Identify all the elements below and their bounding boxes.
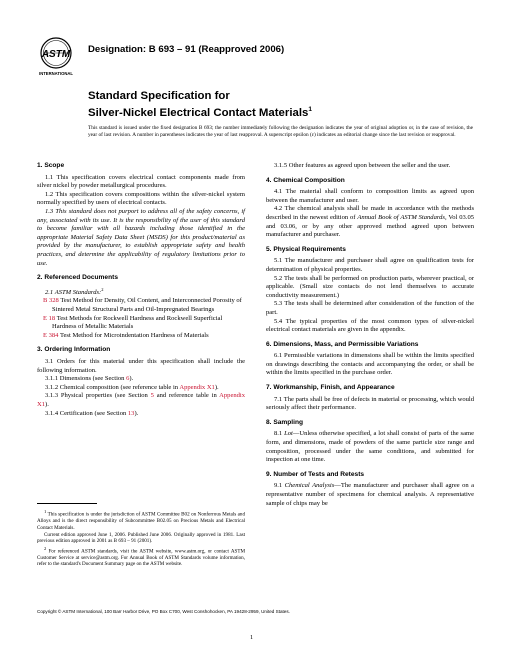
paragraph-4-1: 4.1 The material shall conform to composition limits as agreed upon between the manufacturer and user. [266,188,474,204]
footnote-text: This specification is under the jurisdiction of ASTM Committee B02 on Nonferrous Metals and Alloys and is the direct responsibility of Subcommittee B02.05 on Precious Metals and Electrical Contact Materials. [37,511,245,531]
left-column [37,162,245,418]
text: 4.2 The chemical analysis shall be made in accordance with the methods described in the newest edition of [266,205,474,221]
footnotes [37,509,245,569]
reference-link-e384[interactable]: E 384 [43,331,59,339]
page-title [88,90,312,120]
svg-text:INTERNATIONAL: INTERNATIONAL [39,71,73,76]
reference-title: Test Method for Density, Oil Content, and Interconnected Porosity of Sintered Metal Structural Parts and Oil-Impregnated Bearings [52,297,242,314]
footnote-number: 1 [44,509,47,514]
page-number: 1 [250,634,254,641]
reference-item [43,297,245,314]
reference-link-e18[interactable]: E 18 [43,314,56,322]
text: ). [134,409,139,417]
paragraph-9-1 [266,482,474,508]
section-heading-sampling: 8. Sampling [266,418,304,426]
paragraph-5-4: 5.4 The typical properties of the most common types of silver-nickel electrical contact materials are given in the appendix. [266,317,474,334]
text: 3.1.3 Physical properties (see Section [45,392,151,400]
footnote-1-edition: Current edition approved June 1, 2006. Published June 2006. Originally approved in 1981. Last previous edition approved in 2001 as B 693 – 91 (2001). [37,531,245,545]
paragraph-3-1-3 [37,392,245,409]
reference-link-b328[interactable]: B 328 [43,297,59,305]
section-heading-chemical-composition: 4. Chemical Composition [266,176,345,184]
astm-standards-label: 2.1 ASTM Standards: [45,288,102,296]
reference-list [43,297,245,340]
footnote-number: 2 [44,545,47,551]
title-text: Silver-Nickel Electrical Contact Materials [88,106,309,119]
paragraph-5-1: 5.1 The manufacturer and purchaser shall agree on qualification tests for determination of physical properties. [266,257,474,273]
reference-title: Test Methods for Rockwell Hardness and Rockwell Superficial Hardness of Metallic Materials [52,314,223,331]
section-heading-ordering-information: 3. Ordering Information [37,346,111,354]
reference-item [43,332,245,341]
astm-logo [36,36,76,78]
text: —The manufacturer and purchaser shall agree on a representative number of specimens for chemical analysis. A representative sample of chips may be [266,482,475,507]
title-line-1: Standard Specification for [88,90,230,102]
reference-title: Test Method for Microindentation Hardness of Materials [58,331,209,339]
reference-item [43,315,245,332]
text: and reference table in [153,392,220,400]
paragraph-2-1 [37,286,245,298]
section-heading-referenced-documents: 2. Referenced Documents [37,274,118,282]
section-heading-physical-requirements: 5. Physical Requirements [266,245,346,253]
paragraph-3-1-2 [37,384,245,393]
paragraph-7-1: 7.1 The parts shall be free of defects in material or processing, which would seriously affect their performance. [266,395,474,412]
svg-text:ASTM: ASTM [41,49,71,60]
text: 8.1 [274,430,285,438]
section-link-6[interactable]: 6 [126,375,130,383]
appendix-link-x1[interactable]: Appendix X1 [37,392,245,409]
text: 3.1.2 Chemical composition (see reference table in [45,383,180,391]
text: —Unless otherwise specified, a lot shall consist of parts of the same form, and dimensions, made of powders of the same particle size range and composition, processed under the same conditions, and submitted for inspection at one time. [266,430,474,464]
book-title: Annual Book of ASTM Standards [357,213,445,221]
term: Chemical Analysis [284,482,335,490]
paragraph-8-1 [266,430,474,464]
footnote-1 [37,509,245,531]
title-footnote-ref: 1 [308,106,312,113]
section-link-5[interactable]: 5 [150,392,154,400]
title-line-2 [88,103,312,120]
text: 3.1.1 Dimensions (see Section [45,375,127,383]
section-heading-number-of-tests: 9. Number of Tests and Retests [266,470,365,478]
paragraph-3-1-1 [37,375,245,384]
paragraph-1-1: 1.1 This specification covers electrical contact components made from silver nickel by powder metallurgical procedures. [37,173,245,190]
text: ). [129,375,134,383]
text: , Vol 03.05 and 03.06, or by any other approved method agreed upon between manufacturer and purchaser. [266,213,475,239]
designation: Designation: B 693 – 91 (Reapproved 2006) [88,44,285,55]
paragraph-1-3 [37,208,245,268]
paragraph-3-1: 3.1 Orders for this material under this specification shall include the following information. [37,358,245,374]
footnote-text: For referenced ASTM standards, visit the ASTM website, www.astm.org, or contact ASTM Customer Service at service@astm.org. For Annual Book of ASTM Standards volume information, refer to the standard's Document Summary page on the ASTM website. [37,548,245,568]
section-heading-scope: 1. Scope [37,162,65,169]
footnote-divider [37,503,97,504]
term: Lot [284,430,293,438]
copyright-line: Copyright © ASTM International, 100 Barr Harbor Drive, PO Box C700, West Conshohocken, PA 19428-2959, United States. [37,609,290,614]
paragraph-6-1: 6.1 Permissible variations in dimensions shall be within the limits specified on drawings describing the contacts and accompanying the order, or shall be within the limits specified in the purchase order. [266,352,474,377]
paragraph-4-2 [266,205,474,239]
paragraph-3-1-5: 3.1.5 Other features as agreed upon between the seller and the user. [274,162,451,169]
paragraph-5-2: 5.2 The tests shall be performed on production parts, wherever practical, or applicable. (Small size contacts do not lend themselves to accurate conductivity measurement.) [266,274,474,299]
appendix-link-x1[interactable]: Appendix X1 [179,383,215,391]
issuance-notice: This standard is issued under the fixed designation B 693; the number immediately following the designation indicates the year of original adoption or, in the case of revision, the year of last revision. A number in parentheses indicates the year of last reapproval. A superscript epsilon (ε) indicates an editorial change since the last revision or reapproval. [88,125,473,138]
text: 3.1.4 Certification (see Section [45,409,128,417]
text: ). [214,383,219,391]
paragraph-5-3: 5.3 The tests shall be determined after consideration of the function of the part. [266,300,474,316]
footnote-2 [37,546,245,568]
section-heading-workmanship: 7. Workmanship, Finish, and Appearance [266,384,395,392]
paragraph-3-1-4 [37,410,245,419]
paragraph-1-2: 1.2 This specification covers compositions within the silver-nickel system normally specified by users of electrical contacts. [37,190,245,207]
right-column [266,162,474,508]
footnote-ref-2: 2 [101,286,104,292]
safety-statement: 1.3 This standard does not purport to address all of the safety concerns, if any, associated with its use. It is the responsibility of the user of this standard to become familiar with all hazards including those identified in the appropriate Material Safety Data Sheet (MSDS) for this product/material as provided by the manufacturer, to establish appropriate safety and health practices, and determine the applicability of regulatory limitations prior to use. [37,207,245,267]
section-link-13[interactable]: 13 [127,409,135,417]
text: ). [45,401,49,409]
section-heading-dimensions: 6. Dimensions, Mass, and Permissible Variations [266,340,419,348]
text: 9.1 [274,482,285,490]
